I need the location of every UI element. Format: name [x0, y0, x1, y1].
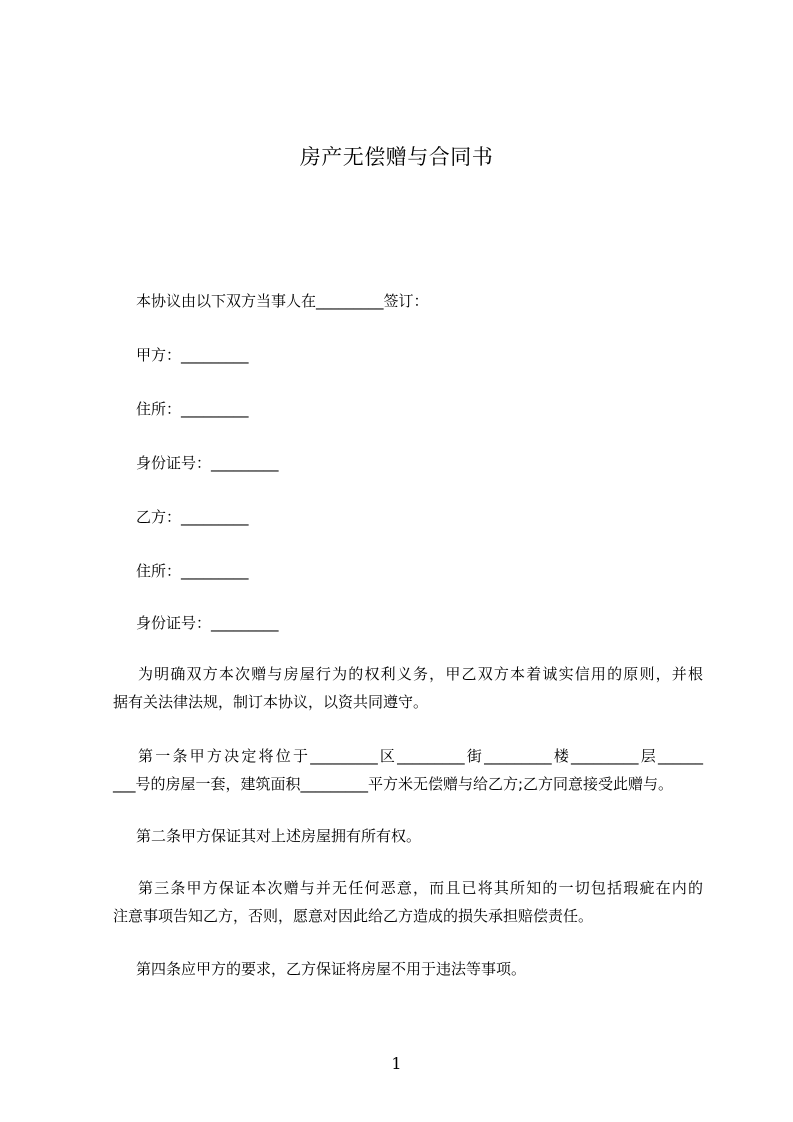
party-a-field: 甲方：_________	[136, 346, 249, 364]
article-1-paragraph	[113, 742, 703, 798]
article-2-paragraph: 第二条甲方保证其对上述房屋拥有所有权。	[136, 827, 422, 845]
page-number: 1	[391, 1054, 402, 1073]
article-1-line-1: 第一条甲方决定将位于_________区_________街_________楼_________层______	[138, 747, 703, 765]
purpose-paragraph	[113, 660, 703, 716]
article-3-line-2: 注意事项告知乙方，否则，愿意对因此给乙方造成的损失承担赔偿责任。	[113, 907, 594, 925]
party-b-field: 乙方：_________	[136, 508, 249, 526]
party-a-address-field: 住所：_________	[136, 400, 249, 418]
article-3-line-1: 第三条甲方保证本次赠与并无任何恶意，而且已将其所知的一切包括瑕疵在内的	[138, 879, 703, 897]
article-1-line-2: ___号的房屋一套，建筑面积_________平方米无偿赠与给乙方;乙方同意接受此赠与。	[113, 775, 674, 793]
party-a-id-field: 身份证号：_________	[136, 454, 279, 472]
intro-paragraph: 本协议由以下双方当事人在_________签订：	[136, 292, 429, 310]
document-title: 房产无偿赠与合同书	[299, 145, 494, 169]
party-b-id-field: 身份证号：_________	[136, 614, 279, 632]
purpose-line-1: 为明确双方本次赠与房屋行为的权利义务，甲乙双方本着诚实信用的原则，并根	[138, 665, 703, 683]
article-3-paragraph	[113, 874, 703, 930]
party-b-address-field: 住所：_________	[136, 562, 249, 580]
article-4-paragraph: 第四条应甲方的要求，乙方保证将房屋不用于违法等事项。	[136, 960, 527, 978]
purpose-line-2: 据有关法律法规，制订本协议，以资共同遵守。	[113, 693, 429, 711]
